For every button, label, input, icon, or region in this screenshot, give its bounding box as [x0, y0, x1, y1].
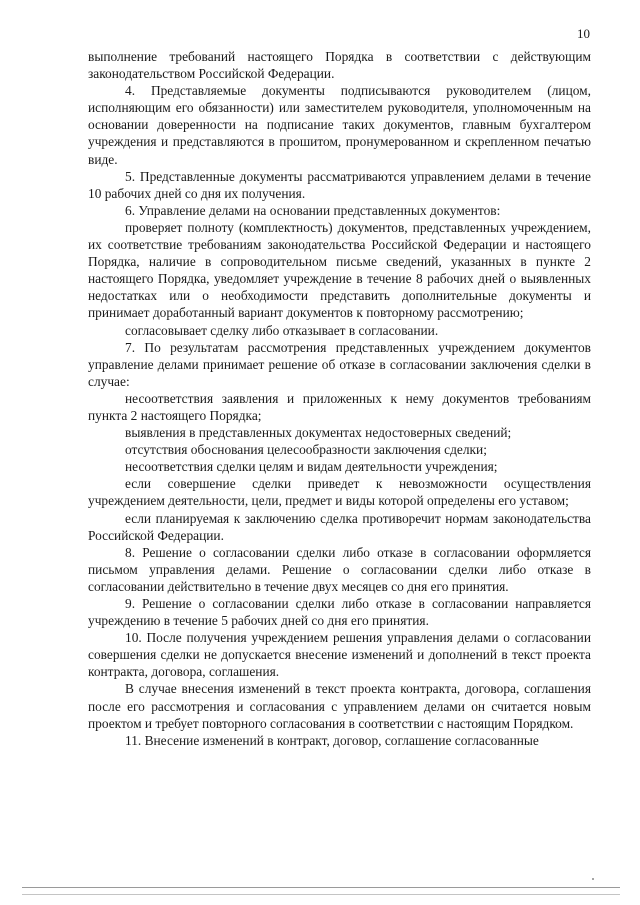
paragraph-item-6: 6. Управление делами на основании представленных документов:	[125, 202, 501, 218]
scan-edge-line	[22, 887, 620, 888]
paragraph-item-10-note: В случае внесения изменений в текст проекта контракта, договора, соглашения после его рассмотрения и согласования с управлением делами он считается новым проектом и требует повторного согласования в соответствии с настоящим Порядком.	[88, 681, 591, 731]
paragraph-item-4: 4. Представляемые документы подписываются руководителем (лицом, исполняющим его обязанности) или заместителем руководителя, уполномоченным на основании доверенности на подписание таких документов, главным бухгалтером учреждения и представляются в прошитом, пронумерованном и скрепленном печатью виде.	[88, 83, 591, 167]
paragraph-item-7-case-2: выявления в представленных документах недостоверных сведений;	[125, 425, 512, 441]
paragraph-item-10: 10. После получения учреждением решения управления делами о согласовании совершения сделки не допускается внесение изменений и дополнений в текст проекта контракта, договора, соглашения.	[88, 630, 591, 680]
scan-speck	[592, 878, 594, 880]
scan-edge-line-faint	[22, 894, 620, 895]
paragraph-item-7-case-4: несоответствия сделки целям и видам деятельности учреждения;	[125, 459, 498, 475]
paragraph-item-5: 5. Представленные документы рассматриваются управлением делами в течение 10 рабочих дней со дня их получения.	[88, 168, 591, 201]
paragraph-item-7-case-6: если планируемая к заключению сделка противоречит нормам законодательства Российской Федерации.	[88, 510, 591, 543]
paragraph-item-6-check: проверяет полноту (комплектность) документов, представленных учреждением, их соответствие требованиям законодательства Российской Федерации и настоящего Порядка, наличие в сопроводительном письме сведений, указанных в пункте 2 настоящего Порядка, уведомляет учреждение в течение 8 рабочих дней о выявленных недостатках или о необходимости представить дополнительные документы и принимает доработанный вариант документов к повторному рассмотрению;	[88, 219, 591, 321]
paragraph-item-7-case-1: несоответствия заявления и приложенных к нему документов требованиям пункта 2 настоящего Порядка;	[88, 390, 591, 423]
document-body	[88, 48, 591, 749]
paragraph-item-11: 11. Внесение изменений в контракт, договор, соглашение согласованные	[125, 732, 539, 748]
page-number: 10	[577, 26, 590, 41]
paragraph-item-6-approve: согласовывает сделку либо отказывает в согласовании.	[125, 322, 439, 338]
paragraph-continuation: выполнение требований настоящего Порядка в соответствии с действующим законодательством Российской Федерации.	[88, 49, 591, 82]
paragraph-item-8: 8. Решение о согласовании сделки либо отказе в согласовании оформляется письмом управления делами. Решение о согласовании сделки либо отказе в согласовании действительно в течение двух месяцев со дня его принятия.	[88, 544, 591, 594]
paragraph-item-7-case-5: если совершение сделки приведет к невозможности осуществления учреждением деятельности, цели, предмет и виды которой определены его уставом;	[88, 476, 591, 509]
paragraph-item-9: 9. Решение о согласовании сделки либо отказе в согласовании направляется учреждению в течение 5 рабочих дней со дня его принятия.	[88, 596, 591, 629]
paragraph-item-7-case-3: отсутствия обоснования целесообразности заключения сделки;	[125, 442, 487, 458]
paragraph-item-7: 7. По результатам рассмотрения представленных учреждением документов управление делами принимает решение об отказе в согласовании заключения сделки в случае:	[88, 339, 591, 389]
